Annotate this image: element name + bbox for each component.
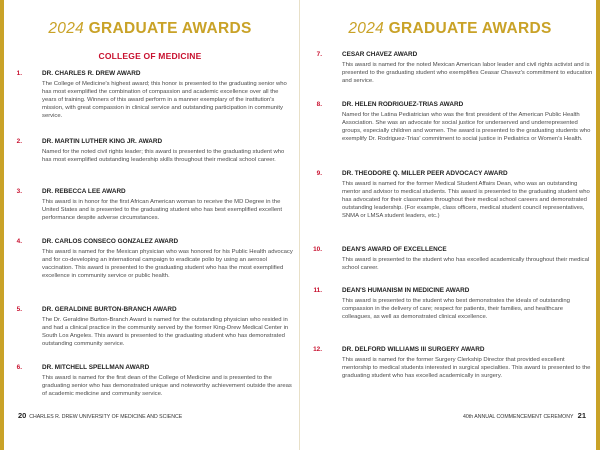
award-description: This award is in honor for the first African American woman to receive the MD Degree in the United States and is presented to the graduating student who has best exemplified excellent performance despite adverse circumstances. [42,199,283,222]
right-footer [463,411,586,420]
award-number: 4. [16,238,22,245]
award-name: DR. MITCHELL SPELLMAN AWARD [42,364,150,371]
footer-text: CHARLES R. DREW UNIVERSITY OF MEDICINE AND SCIENCE [29,414,183,420]
left-page-header [4,20,296,38]
award-description: Named for the noted civil rights leader; this award is presented to the graduating student who has most exemplified outstanding leadership skills throughout their medical school career. [42,149,285,164]
award-name: DEAN'S HUMANISM IN MEDICINE AWARD [342,287,470,294]
award-name: DR. DELFORD WILLIAMS III SURGERY AWARD [342,346,485,353]
award-name: DR. CHARLES R. DREW AWARD [42,70,141,77]
award-number: 11. [313,287,322,294]
header-year: 2024 [48,20,85,37]
award-number: 10. [313,246,322,253]
footer-text: 40th ANNUAL COMMENCEMENT CEREMONY [463,414,574,420]
left-page [4,0,296,450]
right-page-header [304,20,596,38]
award-number: 3. [16,188,22,195]
right-page [304,0,596,450]
page-spine [299,0,300,450]
award-description: This award is named for the noted Mexican American labor leader and civil rights activist and is presented to the graduating student who exemplifies Ceasar Chavez's commitment to education and service. [342,62,593,85]
award-name: DR. CARLOS CONSECO GONZALEZ AWARD [42,238,179,245]
award-description: The College of Medicine's highest award; this honor is presented to the graduating senior who has most exemplified the combination of compassion and academic excellence over all the years of training. Winners of this award perform in a manner exemplary of the institution's mission, with great compassion in clinical service and outstanding participation in community service. [42,81,287,120]
award-description: The Dr. Geraldine Burton-Branch Award is named for the outstanding physician who resided in and had a clinical practice in the community served by the former King-Drew Medical Center in South Los Angeles. This award is presented to the graduating student who has demonstrated outstanding community service. [42,317,289,348]
right-gold-border [596,0,600,450]
header-year: 2024 [348,20,385,37]
award-number: 2. [16,138,22,145]
award-number: 7. [316,51,322,58]
award-description: This award is named for the former Medical Student Affairs Dean, who was an outstanding mentor and advisor to medical students. This award is presented to the graduating student who has advocated for their classmates throughout their medical school careers and demonstrated outstanding leadership. (For example, class officers, medical student council representatives, SNMA or LMSA student leaders, etc.) [342,181,590,220]
award-number: 5. [16,306,22,313]
header-title: GRADUATE AWARDS [388,20,552,37]
award-number: 8. [316,101,322,108]
award-number: 6. [16,364,22,371]
award-name: DR. HELEN RODRIGUEZ-TRIAS AWARD [342,101,464,108]
award-name: DR. REBECCA LEE AWARD [42,188,126,195]
section-title: COLLEGE OF MEDICINE [98,51,202,61]
award-description: This award is named for the former Surgery Clerkship Director that provided excellent mentorship to medical students interested in surgical specialties. This award is presented to the graduating student who has excelled academically in surgery. [342,357,591,380]
award-name: DR. THEODORE Q. MILLER PEER ADVOCACY AWARD [342,170,508,177]
award-name: DR. GERALDINE BURTON-BRANCH AWARD [42,306,177,313]
award-description: This award is named for the Mexican physician who was honored for his Public Health advocacy and for co-developing an international campaign to eradicate polio by using an aerosol vaccination. This award is presented to the graduating student who has the most exemplified excellence in community service or public health. [42,249,293,280]
award-name: DR. MARTIN LUTHER KING JR. AWARD [42,138,163,145]
award-number: 1. [16,70,22,77]
award-description: This award is presented to the student who best demonstrates the ideals of outstanding compassion in the delivery of care; respect for patients, their families, and healthcare colleagues, as well as demonstrated clinical excellence. [342,298,570,321]
award-name: CESAR CHAVEZ AWARD [342,51,418,58]
award-number: 12. [313,346,322,353]
page-number: 21 [577,411,586,420]
award-name: DEAN'S AWARD OF EXCELLENCE [342,246,447,253]
award-description: This award is named for the first dean of the College of Medicine and is presented to the graduating senior who has demonstrated unique and noteworthy achievement outside the areas of academic medicine and community service. [42,375,292,398]
left-footer [18,411,182,420]
award-number: 9. [316,170,322,177]
award-description: This award is presented to the student who has excelled academically throughout their medical school career. [342,257,590,272]
page-number: 20 [18,411,27,420]
award-description: Named for the Latina Pediatrician who was the first president of the American Public Health Association. She was an advocate for social justice for underserved and underrepresented groups, especially children and women. The award is presented to the graduating students who exemplify Dr. Rodriguez-Trias' commitment to social justice in Pediatrics or Women's Health. [342,112,591,143]
header-title: GRADUATE AWARDS [88,20,252,37]
